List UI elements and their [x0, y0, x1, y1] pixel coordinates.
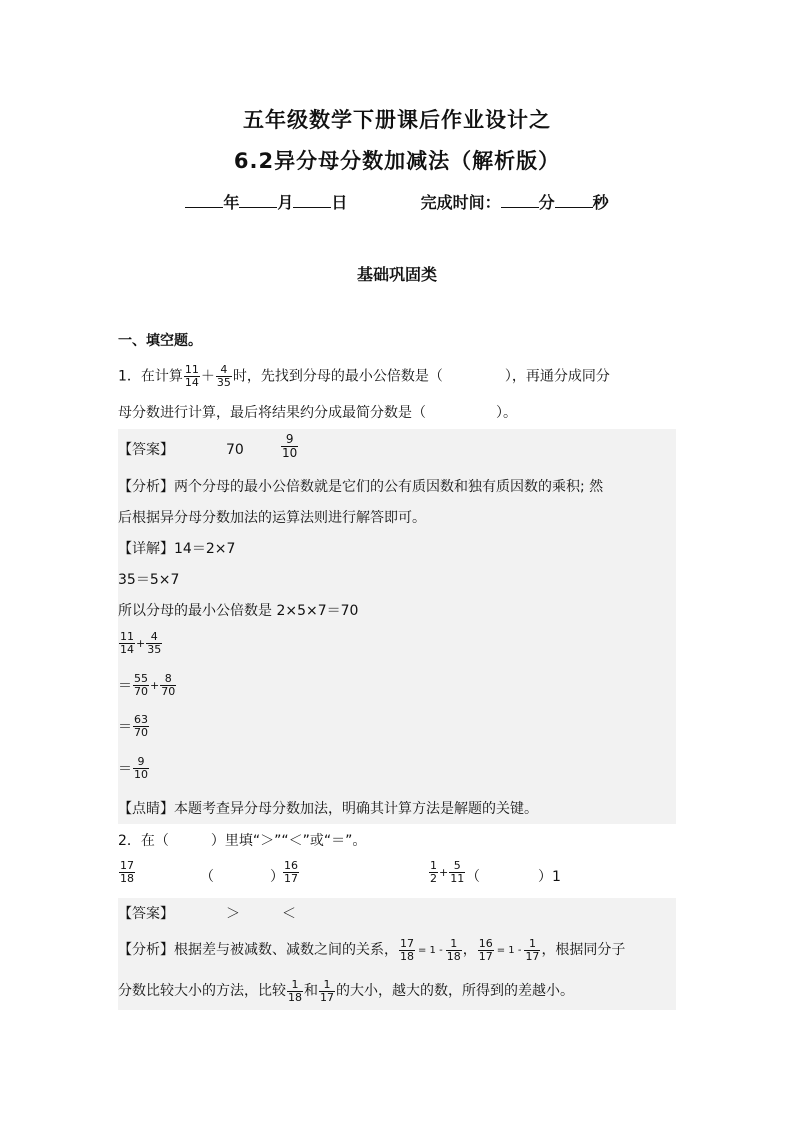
q1-detail-line3: 所以分母的最小公倍数是 2×5×7＝70: [118, 603, 359, 619]
numerator: 16: [284, 859, 298, 872]
q1-comment: [118, 799, 538, 819]
fraction: [216, 364, 232, 389]
open-paren: （: [200, 869, 214, 885]
time-label: 完成时间：: [420, 193, 501, 212]
q2-prompt: 2．在（ ）里填“＞”“＜”或“＝”。: [118, 833, 367, 849]
answer-label: 【答案】: [118, 906, 174, 922]
denominator: 18: [400, 949, 414, 963]
denominator: 18: [288, 990, 302, 1004]
day-label: 日: [331, 193, 348, 212]
q1-analysis-line1: [118, 477, 603, 497]
q2-answer: [118, 904, 174, 924]
q1-answer: [118, 440, 174, 460]
numerator: 11: [184, 363, 199, 376]
conjunction: 和: [304, 983, 318, 999]
numerator: 1: [323, 977, 331, 991]
second-blank: [555, 191, 593, 208]
denominator: 14: [184, 376, 199, 389]
detail-label: 【详解】: [118, 541, 174, 557]
answer-label: 【答案】: [118, 442, 174, 458]
fraction: [524, 938, 540, 963]
q2-item-a: [118, 860, 136, 885]
year-blank: [185, 191, 223, 208]
q1-step4: [118, 756, 150, 781]
denominator: 10: [134, 768, 148, 781]
denominator: 17: [284, 872, 298, 885]
minute-blank: [501, 191, 539, 208]
fraction: [429, 860, 438, 885]
q1-answer-value-2: [280, 433, 299, 460]
analysis-label: 【分析】: [118, 479, 174, 495]
document-title-line1: 五年级数学下册课后作业设计之: [243, 108, 551, 132]
q2-analysis-line1: [118, 934, 625, 966]
q1-step3: [118, 714, 150, 739]
q2-item-a-rhs: [282, 860, 300, 885]
numerator: 63: [134, 713, 148, 726]
fraction: [119, 631, 135, 656]
numerator: 1: [528, 936, 536, 950]
analysis-label: 【分析】: [118, 942, 174, 958]
plus-sign: ＋: [200, 368, 215, 385]
numerator: 11: [120, 630, 134, 643]
fraction: [146, 631, 162, 656]
separator: ，: [462, 942, 477, 958]
numerator: 55: [134, 672, 148, 685]
q1-line2-end: ）。: [496, 405, 517, 421]
q1-line2: [118, 403, 517, 423]
denominator: 70: [134, 685, 148, 698]
denominator: 70: [134, 726, 148, 739]
close-paren: ）: [270, 869, 284, 885]
analysis-text: 根据差与被减数、减数之间的关系，: [174, 942, 398, 958]
denominator: 10: [282, 446, 298, 460]
q1-mid-text: 时，先找到分母的最小公倍数是（: [232, 368, 443, 385]
fraction: [119, 860, 135, 885]
numerator: 4: [220, 363, 228, 376]
denominator: 11: [450, 872, 465, 885]
denominator: 35: [216, 376, 231, 389]
q2-analysis-line2: [118, 975, 574, 1007]
numerator: 17: [120, 859, 134, 872]
second-label: 秒: [592, 193, 609, 212]
comment-text: 本题考查异分母分数加法，明确其计算方法是解题的关键。: [174, 801, 538, 817]
numerator: 1: [291, 977, 299, 991]
rhs-value: 1: [552, 869, 561, 885]
q1-line1: [118, 364, 610, 389]
fraction: [478, 938, 494, 963]
section-title: 基础巩固类: [356, 265, 437, 284]
q1-step2: [118, 673, 177, 698]
denominator: 17: [478, 949, 493, 963]
numerator: 17: [400, 936, 414, 950]
fraction: [449, 860, 465, 885]
q1-line2-text: 母分数进行计算，最后将结果约分成最简分数是（: [118, 405, 426, 421]
analysis-text: 两个分母的最小公倍数就是它们的公有质因数和独有质因数的乘积; 然: [174, 479, 604, 495]
equals-sign: ＝: [118, 761, 132, 778]
fraction: [281, 433, 298, 460]
numerator: 1: [430, 859, 437, 872]
plus-sign: +: [150, 679, 160, 692]
denominator: 17: [320, 990, 334, 1004]
fraction: [287, 979, 303, 1004]
denominator: 17: [525, 949, 540, 963]
q1-step1: [118, 631, 163, 656]
numerator: 9: [285, 432, 294, 446]
denominator: 14: [120, 643, 134, 656]
comment-label: 【点睛】: [118, 801, 174, 817]
fraction: [133, 673, 149, 698]
numerator: 4: [150, 630, 158, 643]
month-label: 月: [277, 193, 294, 212]
open-paren: （: [466, 869, 480, 885]
fraction: [133, 756, 149, 781]
fraction: [160, 673, 176, 698]
denominator: 70: [161, 685, 176, 698]
numerator: 9: [137, 755, 145, 768]
minute-label: 分: [538, 193, 555, 212]
equals-sign: ＝: [118, 719, 132, 736]
fraction: [184, 364, 200, 389]
analysis-text: 分数比较大小的方法，比较: [118, 983, 286, 999]
q2-answer-value-2: ＜: [282, 906, 296, 922]
q1-analysis-line2: 后根据异分母分数加法的运算法则进行解答即可。: [118, 510, 426, 526]
day-blank: [293, 191, 331, 208]
q1-answer-value-1: 70: [226, 442, 244, 458]
part-heading: 一、填空题。: [118, 333, 202, 349]
year-label: 年: [223, 193, 240, 212]
denominator: 35: [147, 643, 162, 656]
close-paren: ）: [538, 869, 552, 885]
q2-item-a-paren: [200, 867, 284, 887]
fraction: [446, 938, 462, 963]
date-time-line: [0, 190, 794, 213]
analysis-text: 的大小，越大的数，所得到的差越小。: [336, 983, 574, 999]
denominator: 18: [446, 949, 461, 963]
numerator: 16: [478, 936, 493, 950]
detail-text: 14＝2×7: [174, 541, 236, 557]
plus-sign: +: [136, 637, 146, 650]
numerator: 5: [453, 859, 461, 872]
denominator: 2: [430, 872, 437, 885]
month-blank: [239, 191, 277, 208]
q1-detail-line2: 35＝5×7: [118, 572, 180, 588]
q2-item-b-paren: [466, 867, 561, 887]
q1-detail-line1: [118, 539, 235, 559]
fraction: [133, 714, 149, 739]
denominator: 18: [120, 872, 134, 885]
equation-text: = 1 -: [418, 944, 443, 956]
equation-text: = 1 -: [496, 944, 522, 956]
fraction: [399, 938, 415, 963]
fraction: [283, 860, 299, 885]
numerator: 1: [450, 936, 458, 950]
equals-sign: ＝: [118, 678, 132, 695]
fraction: [319, 979, 335, 1004]
document-title-line2: 6.2异分母分数加减法（解析版）: [233, 149, 561, 173]
analysis-text: ，根据同分子: [541, 942, 626, 958]
q1-after-text: ），再通分成同分: [504, 368, 610, 385]
q2-item-b: [428, 860, 466, 885]
q1-prefix: 1．在计算: [118, 368, 183, 385]
numerator: 8: [164, 672, 172, 685]
q2-answer-value-1: ＞: [226, 906, 240, 922]
plus-sign: +: [439, 866, 449, 879]
